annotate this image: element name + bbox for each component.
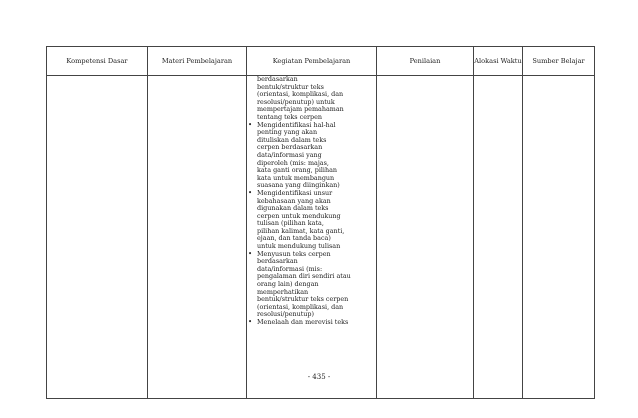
list-item: • Mengidentifikasi hal-hal penting yang akan dituliskan dalam teks cerpen berdasarkan data/informasi yang diperoleh (mis: majas, kata ganti orang, pilihan kata untuk membangun suasana yang diinginkan)	[247, 122, 376, 190]
header-materi-pembelajaran: Materi Pembelajaran	[148, 47, 247, 76]
cell-penilaian	[377, 76, 474, 399]
header-kegiatan-pembelajaran: Kegiatan Pembelajaran	[247, 47, 377, 76]
curriculum-table	[46, 46, 595, 399]
page-number: - 435 -	[307, 373, 331, 381]
list-item: • Menelaah dan merevisi teks	[247, 319, 376, 327]
header-penilaian: Penilaian	[377, 47, 474, 76]
cell-kompetensi-dasar	[47, 76, 148, 399]
cell-sumber-belajar	[523, 76, 595, 399]
table-row	[47, 76, 595, 399]
cell-alokasi-waktu	[474, 76, 523, 399]
table-header-row	[47, 47, 595, 76]
header-kompetensi-dasar: Kompetensi Dasar	[47, 47, 148, 76]
cell-materi-pembelajaran	[148, 76, 247, 399]
cell-kegiatan-pembelajaran	[247, 76, 377, 399]
activities-intro-text: berdasarkan bentuk/struktur teks (orientasi, komplikasi, dan resolusi/penutup) untuk mempertajam pemahaman tentang teks cerpen	[257, 75, 344, 121]
header-sumber-belajar: Sumber Belajar	[523, 47, 595, 76]
list-item: • Menyusun teks cerpen berdasarkan data/informasi (mis: pengalaman diri sendiri atau orang lain) dengan memperhatikan bentuk/struktur teks cerpen (orientasi, komplikasi, dan resolusi/penutup)	[247, 251, 376, 319]
list-item: • Mengidentifikasi unsur kebahasaan yang akan digunakan dalam teks cerpen untuk mendukung tulisan (pilihan kata, pilihan kalimat, kata ganti, ejaan, dan tanda baca) untuk mendukung tulisan	[247, 190, 376, 251]
header-alokasi-waktu: Alokasi Waktu	[474, 47, 523, 76]
activities-list	[247, 122, 376, 327]
